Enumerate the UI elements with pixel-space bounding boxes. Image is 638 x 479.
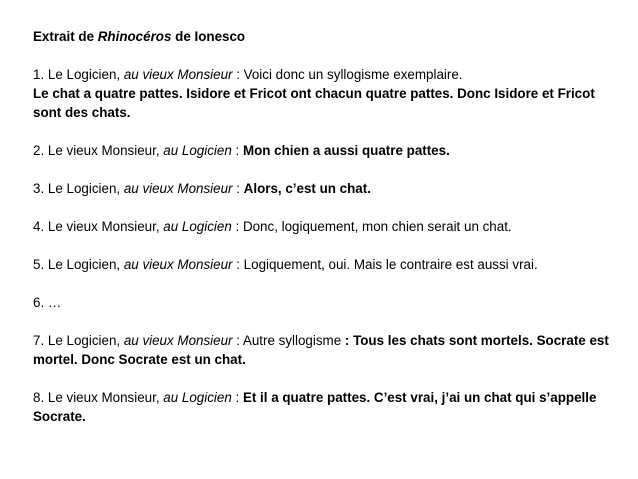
separator: : [232,67,244,82]
title-prefix: Extrait de [33,29,98,44]
line-text: Logiquement, oui. Mais le contraire est aussi vrai. [243,257,538,272]
line-number: 2. [33,143,48,158]
dialogue-line-3 [33,179,613,198]
dialogue-line-1 [33,65,613,84]
line-bold-text: Mon chien a aussi quatre pattes. [242,143,450,158]
spacer [33,198,613,217]
dialogue-line-5 [33,255,613,274]
dialogue-line-6 [33,293,613,312]
line-bold-text: Le chat a quatre pattes. Isidore et Fricot ont chacun quatre pattes. Donc Isidore et Fricot sont des chats. [33,86,595,120]
line-number: 8. [33,390,48,405]
spacer [33,274,613,293]
line-text: Donc, logiquement, mon chien serait un chat. [242,219,512,234]
spacer [33,236,613,255]
line-bold-text: Et il a quatre pattes. C’est vrai, j’ai un chat qui s’appelle Socrate. [33,390,597,424]
spacer [33,369,613,388]
spacer [33,122,613,141]
title-suffix: de Ionesco [171,29,246,44]
dialogue-line-1-bold [33,84,613,122]
separator: : [231,143,243,158]
stage-direction: au vieux Monsieur [123,257,233,272]
separator: : [231,390,243,405]
stage-direction: au Logicien [163,219,232,234]
stage-direction: au vieux Monsieur [123,181,233,196]
line-number: 5. [33,257,48,272]
separator: : [232,333,243,348]
stage-direction: au Logicien [163,143,232,158]
speaker: Le vieux Monsieur, [47,390,164,405]
dialogue-line-8 [33,388,613,426]
speaker: Le Logicien, [47,181,124,196]
line-number: 6. … [33,295,62,310]
spacer [33,46,613,65]
line-text: Voici donc un syllogisme exemplaire. [243,67,463,82]
separator: : [232,181,244,196]
line-number: 1. [33,67,48,82]
line-number: 4. [33,219,48,234]
spacer [33,160,613,179]
title-work: Rhinocéros [97,29,172,44]
line-bold-text: : Tous les chats sont mortels. Socrate est mortel. Donc Socrate est un chat. [33,333,609,367]
speaker: Le vieux Monsieur, [47,143,164,158]
separator: : [231,219,243,234]
separator: : [232,257,244,272]
dialogue-line-4 [33,217,613,236]
line-bold-text: Alors, c’est un chat. [243,181,371,196]
stage-direction: au vieux Monsieur [123,333,233,348]
dialogue-line-7 [33,331,613,369]
line-number: 7. [33,333,48,348]
dialogue-line-2 [33,141,613,160]
document-title [33,27,613,46]
stage-direction: au Logicien [163,390,232,405]
speaker: Le vieux Monsieur, [47,219,164,234]
speaker: Le Logicien, [47,333,124,348]
stage-direction: au vieux Monsieur [123,67,233,82]
document-body [33,27,613,426]
speaker: Le Logicien, [47,67,124,82]
speaker: Le Logicien, [47,257,124,272]
line-number: 3. [33,181,48,196]
spacer [33,312,613,331]
line-text: Autre syllogisme [242,333,345,348]
